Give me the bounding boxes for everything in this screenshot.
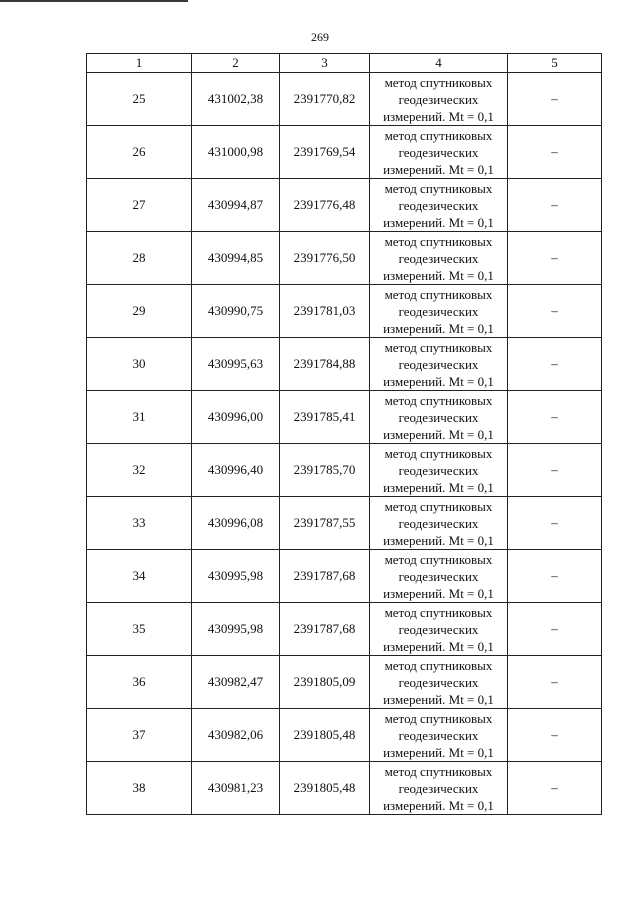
- x-coordinate-cell: 431002,38: [192, 73, 280, 126]
- y-coordinate-cell: 2391784,88: [280, 338, 370, 391]
- point-number-cell: 35: [87, 603, 192, 656]
- y-coordinate-cell: 2391770,82: [280, 73, 370, 126]
- header-row: [87, 54, 602, 73]
- x-coordinate-cell: 430995,98: [192, 603, 280, 656]
- method-cell: [370, 656, 508, 709]
- table-row: [87, 550, 602, 603]
- note-cell: –: [508, 497, 602, 550]
- table-row: [87, 497, 602, 550]
- point-number-cell: 28: [87, 232, 192, 285]
- note-cell: –: [508, 444, 602, 497]
- note-cell: –: [508, 656, 602, 709]
- table-row: [87, 709, 602, 762]
- method-cell: [370, 603, 508, 656]
- method-cell: [370, 126, 508, 179]
- note-cell: –: [508, 550, 602, 603]
- method-line: метод спутниковых: [384, 233, 493, 249]
- y-coordinate-cell: 2391787,68: [280, 550, 370, 603]
- method-line: геодезических: [398, 250, 479, 266]
- x-coordinate-cell: 430996,40: [192, 444, 280, 497]
- x-coordinate-cell: 430990,75: [192, 285, 280, 338]
- x-coordinate-cell: 430981,23: [192, 762, 280, 815]
- method-line: измерений. Mt = 0,1: [383, 691, 494, 707]
- table-row: [87, 391, 602, 444]
- method-line: геодезических: [398, 727, 479, 743]
- note-cell: –: [508, 391, 602, 444]
- x-coordinate-cell: 430994,87: [192, 179, 280, 232]
- table-row: [87, 179, 602, 232]
- method-line: измерений. Mt = 0,1: [383, 638, 494, 654]
- method-line: геодезических: [398, 91, 479, 107]
- method-cell: [370, 391, 508, 444]
- method-line: геодезических: [398, 568, 479, 584]
- method-line: метод спутниковых: [384, 763, 493, 779]
- table-row: [87, 232, 602, 285]
- method-line: измерений. Mt = 0,1: [383, 108, 494, 124]
- x-coordinate-cell: 430995,63: [192, 338, 280, 391]
- method-line: измерений. Mt = 0,1: [383, 479, 494, 495]
- x-coordinate-cell: 430996,00: [192, 391, 280, 444]
- method-line: геодезических: [398, 303, 479, 319]
- column-header: 5: [508, 54, 602, 73]
- coordinates-table: [86, 53, 602, 815]
- page-number: 269: [311, 30, 329, 44]
- y-coordinate-cell: 2391787,55: [280, 497, 370, 550]
- method-cell: [370, 444, 508, 497]
- method-line: метод спутниковых: [384, 604, 493, 620]
- table-row: [87, 285, 602, 338]
- note-cell: –: [508, 179, 602, 232]
- method-line: измерений. Mt = 0,1: [383, 532, 494, 548]
- method-line: измерений. Mt = 0,1: [383, 744, 494, 760]
- x-coordinate-cell: 430995,98: [192, 550, 280, 603]
- note-cell: –: [508, 603, 602, 656]
- method-line: метод спутниковых: [384, 127, 493, 143]
- point-number-cell: 29: [87, 285, 192, 338]
- y-coordinate-cell: 2391781,03: [280, 285, 370, 338]
- table-row: [87, 338, 602, 391]
- method-cell: [370, 73, 508, 126]
- x-coordinate-cell: 431000,98: [192, 126, 280, 179]
- note-cell: –: [508, 762, 602, 815]
- method-line: метод спутниковых: [384, 498, 493, 514]
- y-coordinate-cell: 2391805,09: [280, 656, 370, 709]
- y-coordinate-cell: 2391776,50: [280, 232, 370, 285]
- table-header: [87, 54, 602, 73]
- point-number-cell: 31: [87, 391, 192, 444]
- method-line: метод спутниковых: [384, 445, 493, 461]
- point-number-cell: 36: [87, 656, 192, 709]
- method-line: метод спутниковых: [384, 551, 493, 567]
- note-cell: –: [508, 285, 602, 338]
- table-body: [87, 73, 602, 815]
- method-cell: [370, 232, 508, 285]
- method-line: измерений. Mt = 0,1: [383, 797, 494, 813]
- method-line: геодезических: [398, 674, 479, 690]
- table-row: [87, 656, 602, 709]
- method-line: метод спутниковых: [384, 710, 493, 726]
- note-cell: –: [508, 338, 602, 391]
- point-number-cell: 30: [87, 338, 192, 391]
- method-line: геодезических: [398, 197, 479, 213]
- table-row: [87, 126, 602, 179]
- column-header: 4: [370, 54, 508, 73]
- method-cell: [370, 285, 508, 338]
- method-line: измерений. Mt = 0,1: [383, 320, 494, 336]
- method-cell: [370, 550, 508, 603]
- method-line: метод спутниковых: [384, 180, 493, 196]
- note-cell: –: [508, 232, 602, 285]
- point-number-cell: 32: [87, 444, 192, 497]
- x-coordinate-cell: 430994,85: [192, 232, 280, 285]
- point-number-cell: 27: [87, 179, 192, 232]
- method-line: измерений. Mt = 0,1: [383, 214, 494, 230]
- column-header: 2: [192, 54, 280, 73]
- top-rule: [0, 0, 188, 2]
- method-line: геодезических: [398, 356, 479, 372]
- method-cell: [370, 709, 508, 762]
- y-coordinate-cell: 2391805,48: [280, 762, 370, 815]
- method-line: измерений. Mt = 0,1: [383, 373, 494, 389]
- column-header: 1: [87, 54, 192, 73]
- method-line: геодезических: [398, 515, 479, 531]
- x-coordinate-cell: 430996,08: [192, 497, 280, 550]
- method-line: метод спутниковых: [384, 339, 493, 355]
- note-cell: –: [508, 73, 602, 126]
- y-coordinate-cell: 2391776,48: [280, 179, 370, 232]
- table-row: [87, 444, 602, 497]
- table-row: [87, 603, 602, 656]
- y-coordinate-cell: 2391769,54: [280, 126, 370, 179]
- point-number-cell: 37: [87, 709, 192, 762]
- table-row: [87, 762, 602, 815]
- method-line: геодезических: [398, 144, 479, 160]
- method-line: метод спутниковых: [384, 74, 493, 90]
- table-row: [87, 73, 602, 126]
- method-line: метод спутниковых: [384, 286, 493, 302]
- method-line: геодезических: [398, 621, 479, 637]
- note-cell: –: [508, 126, 602, 179]
- method-cell: [370, 762, 508, 815]
- method-line: измерений. Mt = 0,1: [383, 585, 494, 601]
- note-cell: –: [508, 709, 602, 762]
- method-cell: [370, 338, 508, 391]
- method-cell: [370, 497, 508, 550]
- x-coordinate-cell: 430982,47: [192, 656, 280, 709]
- point-number-cell: 25: [87, 73, 192, 126]
- method-line: геодезических: [398, 462, 479, 478]
- method-line: измерений. Mt = 0,1: [383, 426, 494, 442]
- method-line: геодезических: [398, 409, 479, 425]
- point-number-cell: 26: [87, 126, 192, 179]
- method-line: геодезических: [398, 780, 479, 796]
- method-cell: [370, 179, 508, 232]
- method-line: метод спутниковых: [384, 657, 493, 673]
- y-coordinate-cell: 2391805,48: [280, 709, 370, 762]
- point-number-cell: 33: [87, 497, 192, 550]
- method-line: метод спутниковых: [384, 392, 493, 408]
- point-number-cell: 38: [87, 762, 192, 815]
- x-coordinate-cell: 430982,06: [192, 709, 280, 762]
- point-number-cell: 34: [87, 550, 192, 603]
- y-coordinate-cell: 2391785,41: [280, 391, 370, 444]
- method-line: измерений. Mt = 0,1: [383, 161, 494, 177]
- column-header: 3: [280, 54, 370, 73]
- y-coordinate-cell: 2391785,70: [280, 444, 370, 497]
- method-line: измерений. Mt = 0,1: [383, 267, 494, 283]
- y-coordinate-cell: 2391787,68: [280, 603, 370, 656]
